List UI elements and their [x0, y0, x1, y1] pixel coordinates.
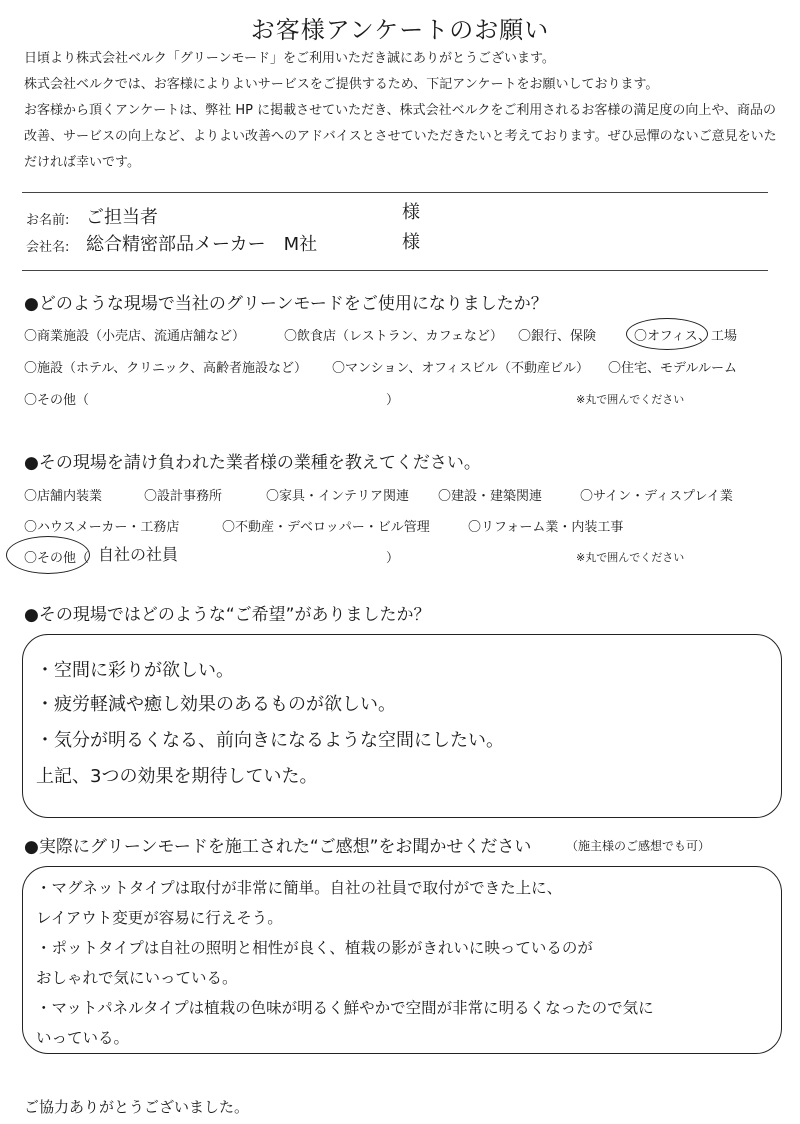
- q1-option[interactable]: 〇施設（ホテル、クリニック、高齢者施設など）: [24, 361, 308, 376]
- q1-selection-circle: [626, 318, 708, 350]
- company-value: 総合精密部品メーカー M社: [86, 234, 318, 255]
- q4-question-note: （施主様のご感想でも可）: [566, 839, 711, 853]
- divider-customer: [22, 270, 768, 271]
- q2-option[interactable]: 〇家具・インテリア関連: [266, 489, 410, 504]
- q4-question: ●実際にグリーンモードを施工された“ご感想”をお聞かせください: [24, 837, 532, 857]
- q2-option[interactable]: 〇設計事務所: [144, 489, 223, 504]
- q4-answer-line: おしゃれで気にいっている。: [36, 969, 238, 987]
- q3-answer-line: ・疲労軽減や癒し効果のあるものが欲しい。: [36, 694, 396, 715]
- name-honorific: 様: [402, 202, 420, 223]
- q4-answer-line: ・ポットタイプは自社の照明と相性が良く、植栽の影がきれいに映っているのが: [36, 939, 593, 957]
- q2-note: ※丸で囲んでください: [576, 551, 685, 564]
- divider-top: [22, 192, 768, 193]
- company-label: 会社名:: [26, 240, 70, 255]
- q1-option[interactable]: 〇銀行、保険: [518, 329, 597, 344]
- q1-option[interactable]: 〇飲食店（レストラン、カフェなど）: [284, 329, 503, 344]
- q1-note: ※丸で囲んでください: [576, 393, 685, 406]
- q2-option[interactable]: 〇サイン・ディスプレイ業: [580, 489, 733, 504]
- name-label: お名前:: [26, 213, 70, 228]
- q1-other-close: ）: [386, 393, 400, 408]
- name-value: ご担当者: [86, 207, 158, 228]
- q2-other-answer: 自社の社員: [98, 545, 179, 564]
- q2-option-other[interactable]: 〇その他（: [24, 551, 90, 566]
- q2-option[interactable]: 〇店舗内装業: [24, 489, 103, 504]
- q3-answer-line: ・気分が明るくなる、前向きになるような空間にしたい。: [36, 730, 504, 751]
- intro-line-3: お客様から頂くアンケートは、弊社 HP に掲載させていただき、株式会社ベルクをご利用されるお客様の満足度の向上や、商品の改善、サービスの向上など、よりよい改善へのアドバイスとさせていただきたいと考えております。ぜひ忌憚のないご意見をいただければ幸いです。: [24, 103, 777, 170]
- company-honorific: 様: [402, 232, 420, 253]
- q4-answer-line: ・マットパネルタイプは植栽の色味が明るく鮮やかで空間が非常に明るくなったので気に: [36, 999, 654, 1017]
- intro-line-1: 日頃より株式会社ベルク「グリーンモード」をご利用いただき誠にありがとうございます。: [24, 51, 555, 66]
- q1-option[interactable]: 〇商業施設（小売店、流通店舗など）: [24, 329, 246, 344]
- q2-option[interactable]: 〇リフォーム業・内装工事: [468, 520, 624, 535]
- q3-answer-line: 上記、3つの効果を期待していた。: [36, 766, 318, 787]
- intro-line-2: 株式会社ベルクでは、お客様によりよいサービスをご提供するため、下記アンケートをお願いしております。: [24, 77, 659, 92]
- q2-option[interactable]: 〇不動産・デベロッパー・ビル管理: [222, 520, 430, 535]
- q2-other-close: ）: [386, 551, 400, 566]
- q2-selection-circle: [6, 536, 90, 574]
- q2-option[interactable]: 〇建設・建築関連: [438, 489, 543, 504]
- q1-option[interactable]: 〇マンション、オフィスビル（不動産ビル）: [332, 361, 589, 376]
- page-title: お客様アンケートのお願い: [250, 16, 550, 44]
- q4-answer-line: いっている。: [36, 1029, 130, 1047]
- q4-answer-line: ・マグネットタイプは取付が非常に簡単。自社の社員で取付ができた上に、: [36, 879, 563, 897]
- q2-option[interactable]: 〇ハウスメーカー・工務店: [24, 520, 180, 535]
- q1-option-other[interactable]: 〇その他（: [24, 393, 90, 408]
- closing-text: ご協力ありがとうございました。: [24, 1098, 250, 1116]
- q3-question: ●その現場ではどのような“ご希望”がありましたか？: [24, 605, 431, 625]
- q1-option-office[interactable]: 〇オフィス、工場: [634, 329, 737, 344]
- q1-question: ●どのような現場で当社のグリーンモードをご使用になりましたか？: [24, 294, 548, 314]
- q2-question: ●その現場を請け負われた業者様の業種を教えてください。: [24, 453, 481, 473]
- q1-option[interactable]: 〇住宅、モデルルーム: [608, 361, 738, 376]
- q3-answer-line: ・空間に彩りが欲しい。: [36, 660, 234, 681]
- q4-answer-line: レイアウト変更が容易に行えそう。: [36, 909, 283, 927]
